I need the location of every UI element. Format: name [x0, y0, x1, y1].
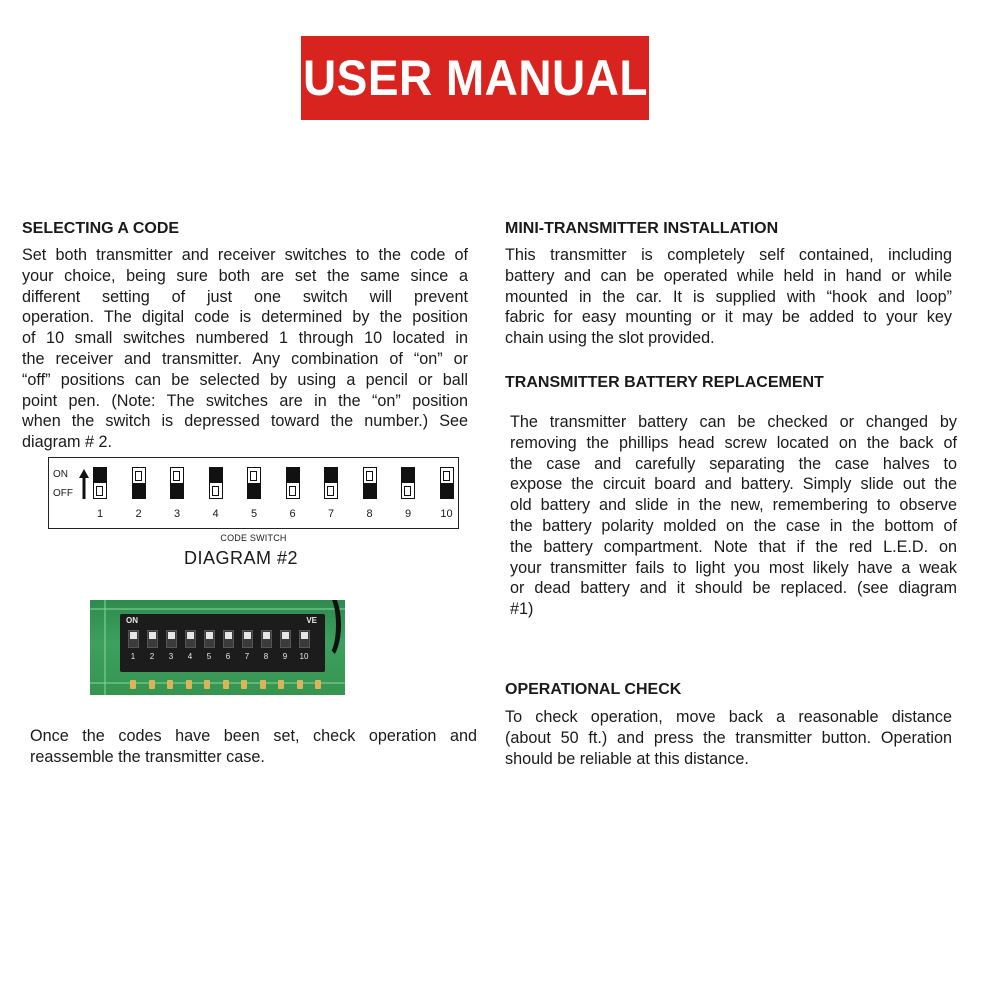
text-line: operation. The digital code is determined by the position — [22, 308, 468, 327]
photo-switch-number: 10 — [299, 652, 309, 661]
heading-mini-transmitter: MINI-TRANSMITTER INSTALLATION — [505, 220, 779, 237]
text-line: Once the codes have been set, check operation and — [30, 727, 477, 745]
photo-switch-number: 8 — [263, 652, 269, 661]
photo-switch-slot — [223, 630, 234, 648]
text-line: This transmitter is completely self contained, including — [505, 246, 952, 264]
switch-number: 1 — [96, 508, 104, 520]
switch-number: 9 — [404, 508, 412, 520]
text-line: when the switch is depressed toward the number.) See — [22, 412, 468, 431]
solder-pin — [241, 680, 247, 689]
text-line: the receiver and transmitter. Any combination of “on” or — [22, 349, 468, 368]
on-label: ON — [53, 469, 68, 480]
closing-text — [30, 726, 477, 768]
switch-number: 8 — [366, 508, 373, 520]
text-line: The transmitter battery can be checked or changed by — [510, 413, 957, 431]
switch-number: 4 — [212, 508, 219, 520]
text-line: your transmitter fails to light you most likely have a weak — [510, 558, 957, 577]
photo-switch-number: 2 — [149, 652, 155, 661]
photo-switch-slot — [166, 630, 177, 648]
text-line: or dead battery and it should be replaced. (see diagram — [510, 579, 957, 598]
photo-side-label: VE — [306, 616, 317, 625]
photo-switch-slot — [261, 630, 272, 648]
text-line: should be reliable at this distance. — [505, 749, 749, 768]
dip-switch-4 — [209, 467, 223, 499]
text-line: removing the phillips head screw located on the back of — [510, 433, 957, 452]
photo-switch-slot — [204, 630, 215, 648]
text-line: “off” positions can be selected by using a pencil or ball — [22, 370, 468, 389]
solder-pin — [130, 680, 136, 689]
switch-number: 3 — [173, 508, 181, 520]
dip-switch-photo — [90, 600, 345, 695]
photo-switch-number: 3 — [168, 652, 174, 661]
dip-switch-10 — [440, 467, 454, 499]
dip-switch-7 — [324, 467, 338, 499]
operational-check-text — [505, 707, 952, 769]
dip-switch-1 — [93, 467, 107, 499]
battery-replacement-text — [510, 412, 957, 620]
code-switch-caption: CODE SWITCH — [220, 533, 287, 543]
text-line: the battery compartment. Note that if the red L.E.D. on — [510, 537, 957, 556]
text-line: diagram # 2. — [22, 433, 112, 452]
switch-number: 7 — [327, 508, 335, 520]
dip-switch-2 — [132, 467, 146, 499]
photo-switch-slot — [128, 630, 139, 648]
text-line: old battery and slide in the new, remembering to observe — [510, 496, 957, 515]
text-line: the battery polarity molded on the case in the bottom of — [510, 516, 957, 535]
photo-switch-slot — [299, 630, 310, 648]
switch-number: 6 — [289, 508, 296, 520]
photo-switch-slot — [242, 630, 253, 648]
switch-number: 5 — [250, 508, 258, 520]
text-line: the case and carefully separating the case halves to — [510, 454, 957, 473]
dip-switch-9 — [401, 467, 415, 499]
photo-switch-number: 1 — [130, 652, 136, 661]
dip-switch-8 — [363, 467, 377, 499]
switch-number: 2 — [135, 508, 142, 520]
dip-switch-block — [120, 614, 325, 672]
text-line: mounted in the car. It is supplied with “hook and loop” — [505, 287, 952, 306]
text-line: To check operation, move back a reasonable distance — [505, 708, 952, 726]
mini-transmitter-text — [505, 245, 952, 349]
text-line: fabric for easy mounting or it may be added to your key — [505, 308, 952, 327]
photo-switch-slot — [147, 630, 158, 648]
text-line: reassemble the transmitter case. — [30, 747, 265, 766]
title-banner — [301, 36, 649, 120]
photo-switch-slot — [280, 630, 291, 648]
photo-switch-slot — [185, 630, 196, 648]
dip-switch-5 — [247, 467, 261, 499]
text-line: of 10 small switches numbered 1 through 10 located in — [22, 329, 468, 348]
solder-pin — [186, 680, 192, 689]
heading-operational-check: OPERATIONAL CHECK — [505, 681, 682, 698]
text-line: different setting of just one switch will prevent — [22, 287, 468, 306]
text-line: #1) — [510, 600, 534, 619]
photo-switch-number: 4 — [187, 652, 193, 661]
dip-switch-6 — [286, 467, 300, 499]
diagram-title: DIAGRAM #2 — [184, 548, 299, 568]
heading-battery-replacement: TRANSMITTER BATTERY REPLACEMENT — [505, 374, 824, 391]
photo-on-label: ON — [126, 616, 138, 625]
solder-pin — [204, 680, 210, 689]
text-line: Set both transmitter and receiver switches to the code of — [22, 246, 468, 264]
page-title: USER MANUAL — [302, 50, 648, 106]
dip-switch-3 — [170, 467, 184, 499]
solder-pin — [278, 680, 284, 689]
solder-pin — [297, 680, 303, 689]
text-line: expose the circuit board and battery. Simply slide out the — [510, 475, 957, 494]
text-line: battery and can be operated while held in hand or while — [505, 266, 952, 285]
text-line: point pen. (Note: The switches are in the “on” position — [22, 391, 468, 410]
solder-pin — [315, 680, 321, 689]
selecting-a-code-text — [22, 245, 468, 453]
solder-pin — [260, 680, 266, 689]
photo-switch-number: 7 — [244, 652, 250, 661]
heading-selecting-a-code: SELECTING A CODE — [22, 220, 180, 237]
switch-number: 10 — [440, 508, 453, 520]
solder-pin — [167, 680, 173, 689]
photo-switch-number: 6 — [225, 652, 231, 661]
text-line: chain using the slot provided. — [505, 329, 715, 348]
solder-pin — [223, 680, 229, 689]
photo-switch-number: 5 — [206, 652, 212, 661]
solder-pin — [149, 680, 155, 689]
off-label: OFF — [53, 488, 73, 499]
text-line: your choice, being sure both are set the same since a — [22, 266, 468, 285]
code-switch-diagram — [48, 457, 459, 543]
text-line: (about 50 ft.) and press the transmitter button. Operation — [505, 728, 952, 747]
photo-switch-number: 9 — [282, 652, 288, 661]
up-arrow-icon — [79, 469, 89, 499]
